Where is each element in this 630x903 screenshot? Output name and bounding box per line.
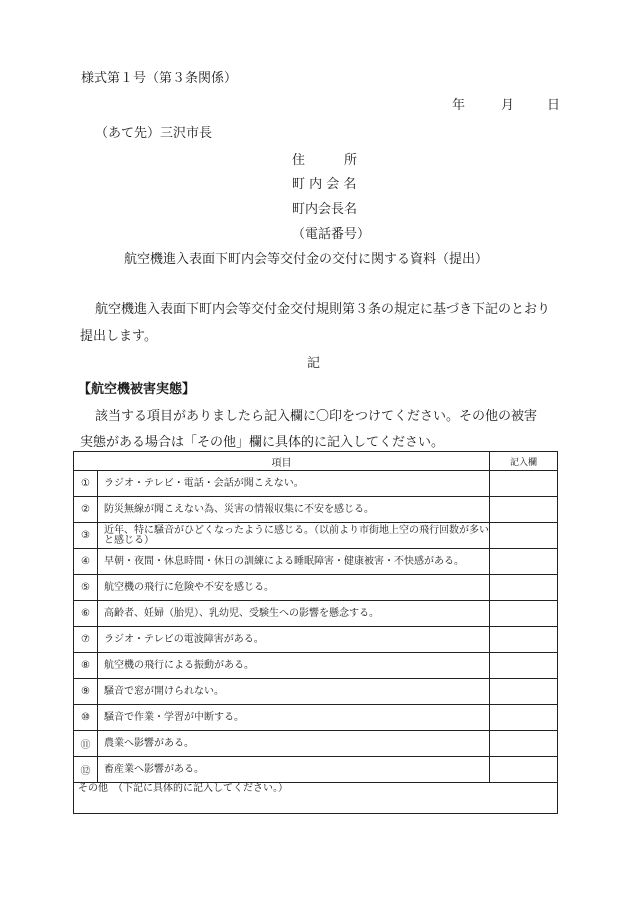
date-month: 月	[501, 98, 515, 113]
row-number: ③	[74, 523, 98, 549]
addressee: （あて先）三沢市長	[95, 126, 213, 141]
row-text: 近年、特に騒音がひどくなったように感じる。（以前より市街地上空の飛行回数が多いと感じる）	[98, 523, 490, 549]
row-number: ②	[74, 497, 98, 523]
body-text-line-1: 航空機進入表面下町内会等交付金交付規則第３条の規定に基づき下記のとおり	[95, 302, 551, 317]
row-number: ⑪	[74, 731, 98, 757]
row-number: ⑦	[74, 627, 98, 653]
column-header-record: 記入欄	[490, 452, 558, 471]
ki-mark: 記	[307, 356, 321, 371]
table-row	[74, 575, 558, 601]
row-number: ⑧	[74, 653, 98, 679]
address-label: 住 所	[292, 153, 358, 168]
other-field[interactable]: その他 （下記に具体的に記入してください。）	[74, 783, 558, 814]
table-row	[74, 601, 558, 627]
phone-label: （電話番号）	[292, 227, 371, 242]
record-cell[interactable]	[490, 731, 558, 757]
row-text: 早朝・夜間・休息時間・休日の訓練による睡眠障害・健康被害・不快感がある。	[98, 549, 490, 575]
row-text: 騒音で作業・学習が中断する。	[98, 705, 490, 731]
table-row	[74, 653, 558, 679]
record-cell[interactable]	[490, 549, 558, 575]
row-number: ④	[74, 549, 98, 575]
table-row	[74, 471, 558, 497]
table-header-row	[74, 452, 558, 471]
table-row	[74, 705, 558, 731]
row-text: 防災無線が聞こえない為、災害の情報収集に不安を感じる。	[98, 497, 490, 523]
damage-table	[73, 451, 558, 814]
body-text-line-2: 提出します。	[80, 329, 157, 344]
record-cell[interactable]	[490, 497, 558, 523]
date-line	[452, 94, 560, 113]
record-cell[interactable]	[490, 601, 558, 627]
form-number: 様式第１号（第３条関係）	[81, 71, 238, 86]
row-text: 航空機の飛行による振動がある。	[98, 653, 490, 679]
row-text: 騒音で窓が開けられない。	[98, 679, 490, 705]
record-cell[interactable]	[490, 757, 558, 783]
record-cell[interactable]	[490, 653, 558, 679]
table-row	[74, 679, 558, 705]
row-number: ⑫	[74, 757, 98, 783]
association-chief-label: 町内会長名	[292, 202, 358, 217]
other-row	[74, 783, 558, 814]
row-text: ラジオ・テレビの電波障害がある。	[98, 627, 490, 653]
column-header-item: 項目	[74, 452, 490, 471]
record-cell[interactable]	[490, 471, 558, 497]
section-heading: 【航空機被害実態】	[78, 382, 196, 397]
date-day: 日	[547, 98, 561, 113]
row-text: 畜産業へ影響がある。	[98, 757, 490, 783]
table-row	[74, 731, 558, 757]
table-row	[74, 627, 558, 653]
instruction-line-1: 該当する項目がありましたら記入欄に〇印をつけてください。その他の被害	[95, 409, 538, 424]
record-cell[interactable]	[490, 679, 558, 705]
row-text: ラジオ・テレビ・電話・会話が聞こえない。	[98, 471, 490, 497]
record-cell[interactable]	[490, 575, 558, 601]
record-cell[interactable]	[490, 705, 558, 731]
row-text: 航空機の飛行に危険や不安を感じる。	[98, 575, 490, 601]
table-row	[74, 757, 558, 783]
table-row	[74, 549, 558, 575]
date-year: 年	[452, 98, 466, 113]
row-number: ⑨	[74, 679, 98, 705]
table-row	[74, 497, 558, 523]
document-title: 航空機進入表面下町内会等交付金の交付に関する資料（提出）	[124, 252, 489, 267]
row-text: 高齢者、妊婦（胎児）、乳幼児、受験生への影響を懸念する。	[98, 601, 490, 627]
record-cell[interactable]	[490, 627, 558, 653]
row-number: ①	[74, 471, 98, 497]
record-cell[interactable]	[490, 523, 558, 549]
table-row	[74, 523, 558, 549]
town-association-label: 町 内 会 名	[292, 177, 357, 192]
row-number: ⑤	[74, 575, 98, 601]
instruction-line-2: 実態がある場合は「その他」欄に具体的に記入してください。	[80, 435, 445, 450]
row-number: ⑩	[74, 705, 98, 731]
row-text: 農業へ影響がある。	[98, 731, 490, 757]
row-number: ⑥	[74, 601, 98, 627]
